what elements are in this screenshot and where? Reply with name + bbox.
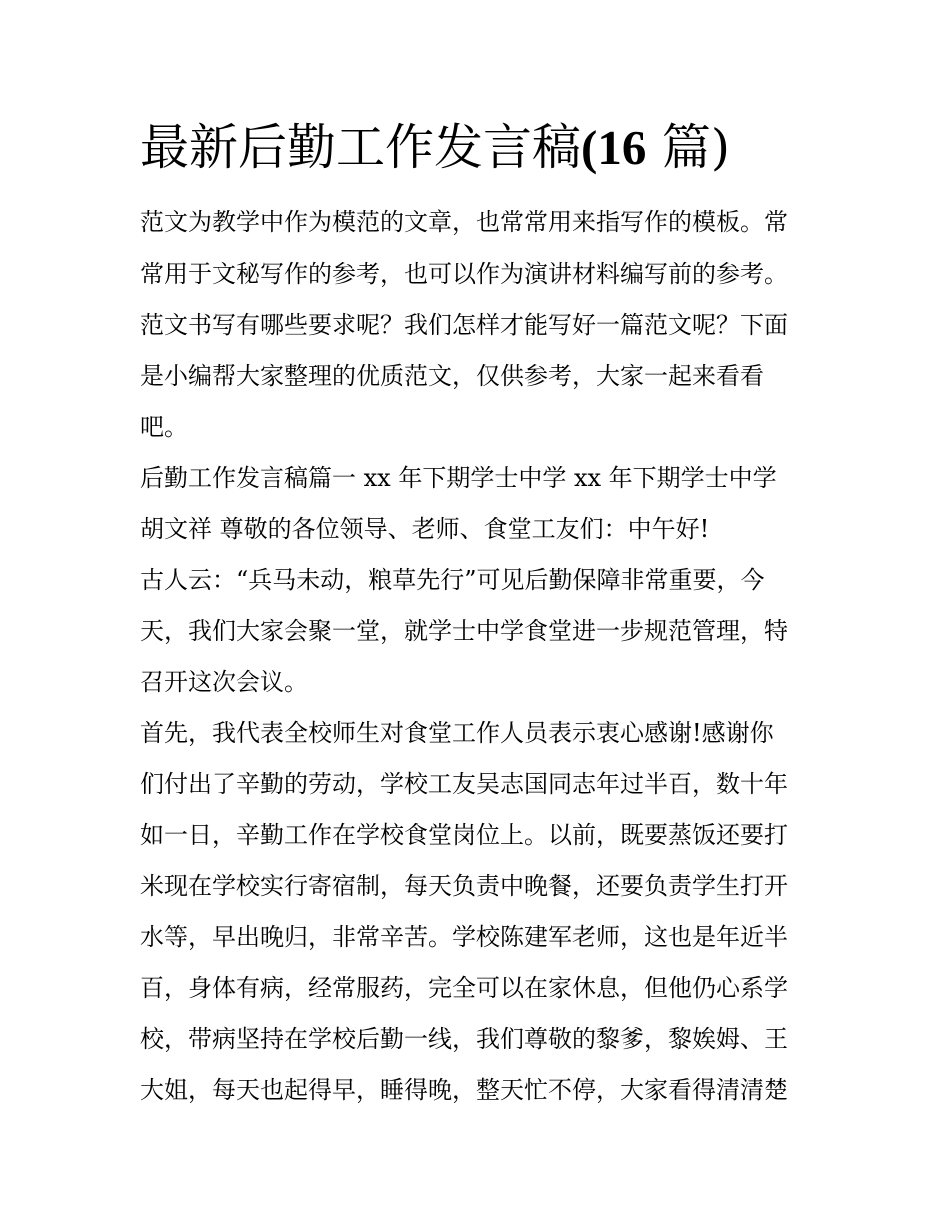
title-count: (16 [581, 120, 647, 175]
body-line: 是小编帮大家整理的优质范文，仅供参考，大家一起来看看 [140, 362, 764, 390]
body-line: 如一日，辛勤工作在学校食堂岗位上。以前，既要蒸饭还要打 [140, 821, 788, 849]
body-line: 校，带病坚持在学校后勤一线，我们尊敬的黎爹，黎娭姆、王 [140, 1025, 788, 1053]
body-line: 百，身体有病，经常服药，完全可以在家休息，但他仍心系学 [140, 974, 788, 1002]
body-line: 古人云：“兵马未动，粮草先行”可见后勤保障非常重要，今 [140, 566, 765, 594]
body-line: 水等，早出晚归，非常辛苦。学校陈建军老师，这也是年近半 [140, 923, 788, 951]
body-line: 后勤工作发言稿篇一 xx 年下期学士中学 xx 年下期学士中学 [140, 464, 777, 492]
body-line: 吧。 [140, 413, 188, 441]
document-title [140, 118, 840, 178]
body-line: 常用于文秘写作的参考，也可以作为演讲材料编写前的参考。 [140, 260, 788, 288]
body-line: 召开这次会议。 [140, 668, 308, 696]
body-line: 天，我们大家会聚一堂，就学士中学食堂进一步规范管理，特 [140, 617, 788, 645]
body-line: 们付出了辛勤的劳动，学校工友吴志国同志年过半百，数十年 [140, 770, 788, 798]
body-line: 范文为教学中作为模范的文章，也常常用来指写作的模板。常 [140, 208, 788, 236]
body-line: 范文书写有哪些要求呢？我们怎样才能写好一篇范文呢？下面 [140, 311, 788, 339]
body-line: 胡文祥 尊敬的各位领导、老师、食堂工友们：中午好! [140, 515, 710, 543]
title-main: 最新后勤工作发言稿 [140, 119, 582, 176]
body-line: 米现在学校实行寄宿制，每天负责中晚餐，还要负责学生打开 [140, 872, 788, 900]
body-line: 首先，我代表全校师生对食堂工作人员表示衷心感谢!感谢你 [140, 719, 774, 747]
body-line: 大姐，每天也起得早，睡得晚，整天忙不停，大家看得清清楚 [140, 1076, 788, 1104]
title-tail: 篇) [661, 119, 731, 176]
